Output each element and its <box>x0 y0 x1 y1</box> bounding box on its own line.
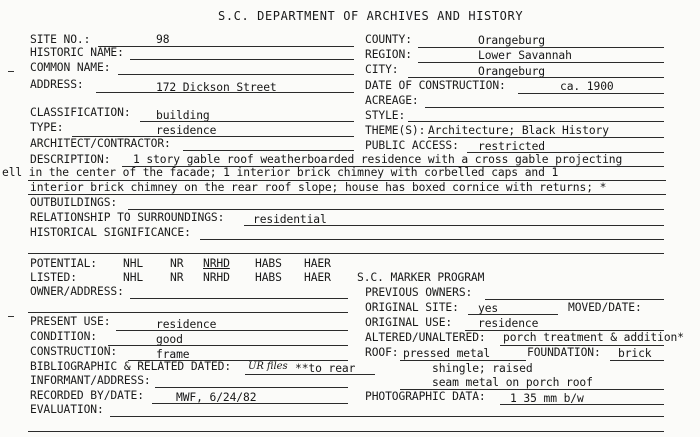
roof-value-3: seam metal on porch roof <box>432 376 593 389</box>
potential-nrhd: NRHD <box>203 257 230 270</box>
date-of-construction-label: DATE OF CONSTRUCTION: <box>365 79 506 92</box>
classification-label: CLASSIFICATION: <box>30 106 131 119</box>
present-use-value: residence <box>156 318 217 331</box>
style-line <box>408 121 664 122</box>
informant-label: INFORMANT/ADDRESS: <box>30 374 151 387</box>
county-line <box>418 47 664 48</box>
original-use-value: residence <box>478 317 539 330</box>
present-use-label: PRESENT USE: <box>30 315 111 328</box>
description-rule-3 <box>28 194 666 195</box>
relationship-line <box>244 225 664 226</box>
previous-owners-line <box>485 299 664 300</box>
acreage-line <box>425 107 664 108</box>
type-label: TYPE: <box>30 121 64 134</box>
altered-label: ALTERED/UNALTERED: <box>365 331 486 344</box>
acreage-label: ACREAGE: <box>365 94 419 107</box>
city-line <box>408 77 664 78</box>
recorded-by-label: RECORDED BY/DATE: <box>30 389 144 402</box>
margin-mark <box>8 71 14 72</box>
relationship-value: residential <box>253 213 327 226</box>
potential-habs: HABS <box>255 257 282 270</box>
site-no-label: SITE NO.: <box>30 33 91 46</box>
construction-label: CONSTRUCTION: <box>30 345 118 358</box>
common-name-label: COMMON NAME: <box>30 61 111 74</box>
address-label: ADDRESS: <box>30 78 84 91</box>
foundation-line <box>610 360 664 361</box>
description-line-2: ell in the center of the facade; 1 interior brick chimney with corbelled caps and 1 <box>2 166 559 179</box>
address-value: 172 Dickson Street <box>156 81 277 94</box>
style-label: STYLE: <box>365 109 406 122</box>
address-line <box>96 92 354 93</box>
listed-nrhd: NRHD <box>203 271 230 284</box>
themes-value: Architecture; Black History <box>428 124 609 137</box>
roof-value-2: shingle; raised <box>432 362 533 375</box>
previous-owners-label: PREVIOUS OWNERS: <box>365 286 473 299</box>
potential-nr: NR <box>170 257 184 270</box>
potential-label: POTENTIAL: <box>30 257 98 270</box>
description-label: DESCRIPTION: <box>30 153 111 166</box>
photographic-data-line <box>500 404 664 405</box>
outbuildings-label: OUTBUILDINGS: <box>30 196 118 209</box>
site-no-value: 98 <box>156 33 170 46</box>
listed-habs: HABS <box>255 271 282 284</box>
description-line-1: 1 story gable roof weatherboarded residence with a cross gable projecting <box>133 153 623 166</box>
photographic-data-label: PHOTOGRAPHIC DATA: <box>365 390 486 403</box>
condition-line <box>108 345 348 346</box>
evaluation-label: EVALUATION: <box>30 403 104 416</box>
original-site-line <box>468 314 558 315</box>
evaluation-line <box>110 416 664 417</box>
classification-line <box>140 121 354 122</box>
historical-significance-label: HISTORICAL SIGNIFICANCE: <box>30 226 191 239</box>
recorded-by-line <box>152 403 348 404</box>
type-value: residence <box>156 124 217 137</box>
original-site-value: yes <box>478 302 499 315</box>
evaluation-line-2 <box>28 431 664 432</box>
city-value: Orangeburg <box>478 65 546 78</box>
bibliographic-note: **to rear <box>295 362 356 375</box>
recorded-by-value: MWF, 6/24/82 <box>176 391 257 404</box>
county-value: Orangeburg <box>478 34 546 47</box>
date-of-construction-value: ca. 1900 <box>560 80 614 93</box>
listed-nhl: NHL <box>123 271 144 284</box>
original-site-label: ORIGINAL SITE: <box>365 301 459 314</box>
form-header: S.C. DEPARTMENT OF ARCHIVES AND HISTORY <box>218 9 524 23</box>
outbuildings-line <box>128 209 664 210</box>
potential-nhl: NHL <box>123 257 144 270</box>
date-of-construction-line <box>518 93 664 94</box>
architect-line <box>183 150 354 151</box>
moved-date-label: MOVED/DATE: <box>568 301 642 314</box>
photographic-data-value: 1 35 mm b/w <box>510 392 584 405</box>
architect-label: ARCHITECT/CONTRACTOR: <box>30 137 171 150</box>
bibliographic-label: BIBLIOGRAPHIC & RELATED DATED: <box>30 360 232 373</box>
margin-mark <box>8 316 14 317</box>
listed-label: LISTED: <box>30 271 77 284</box>
condition-value: good <box>156 333 183 346</box>
marker-program-label: S.C. MARKER PROGRAM <box>357 271 485 284</box>
themes-label: THEME(S): <box>365 124 426 137</box>
roof-line <box>400 360 526 361</box>
owner-address-line <box>130 298 348 299</box>
condition-label: CONDITION: <box>30 330 98 343</box>
common-name-line <box>118 74 354 75</box>
original-use-label: ORIGINAL USE: <box>365 316 453 329</box>
foundation-label: FOUNDATION: <box>527 346 601 359</box>
altered-value: porch treatment & addition* <box>503 331 684 344</box>
roof-value-1: pressed metal <box>403 347 491 360</box>
bibliographic-line <box>245 374 375 375</box>
potential-haer: HAER <box>304 257 331 270</box>
bibliographic-handwritten: UR files <box>248 361 288 372</box>
construction-value: frame <box>156 348 190 361</box>
roof-label: ROOF: <box>365 346 399 359</box>
historic-name-line <box>130 59 354 60</box>
historical-significance-line-2 <box>28 253 664 254</box>
classification-value: building <box>156 109 210 122</box>
relationship-label: RELATIONSHIP TO SURROUNDINGS: <box>30 211 225 224</box>
region-line <box>418 62 664 63</box>
listed-haer: HAER <box>304 271 331 284</box>
region-value: Lower Savannah <box>478 49 572 62</box>
historic-name-label: HISTORIC NAME: <box>30 46 124 59</box>
public-access-value: restricted <box>478 140 546 153</box>
region-label: REGION: <box>365 48 412 61</box>
informant-line <box>155 387 348 388</box>
site-no-line <box>98 46 354 47</box>
owner-address-line-2 <box>28 312 348 313</box>
description-line-3: interior brick chimney on the rear roof slope; house has boxed cornice with returns; * <box>30 181 607 194</box>
county-label: COUNTY: <box>365 33 412 46</box>
foundation-value: brick <box>618 347 652 360</box>
city-label: CITY: <box>365 63 399 76</box>
public-access-label: PUBLIC ACCESS: <box>365 139 459 152</box>
themes-line <box>428 137 664 138</box>
present-use-line <box>116 330 348 331</box>
listed-nr: NR <box>170 271 184 284</box>
owner-address-label: OWNER/ADDRESS: <box>30 285 124 298</box>
historical-significance-line <box>200 239 664 240</box>
